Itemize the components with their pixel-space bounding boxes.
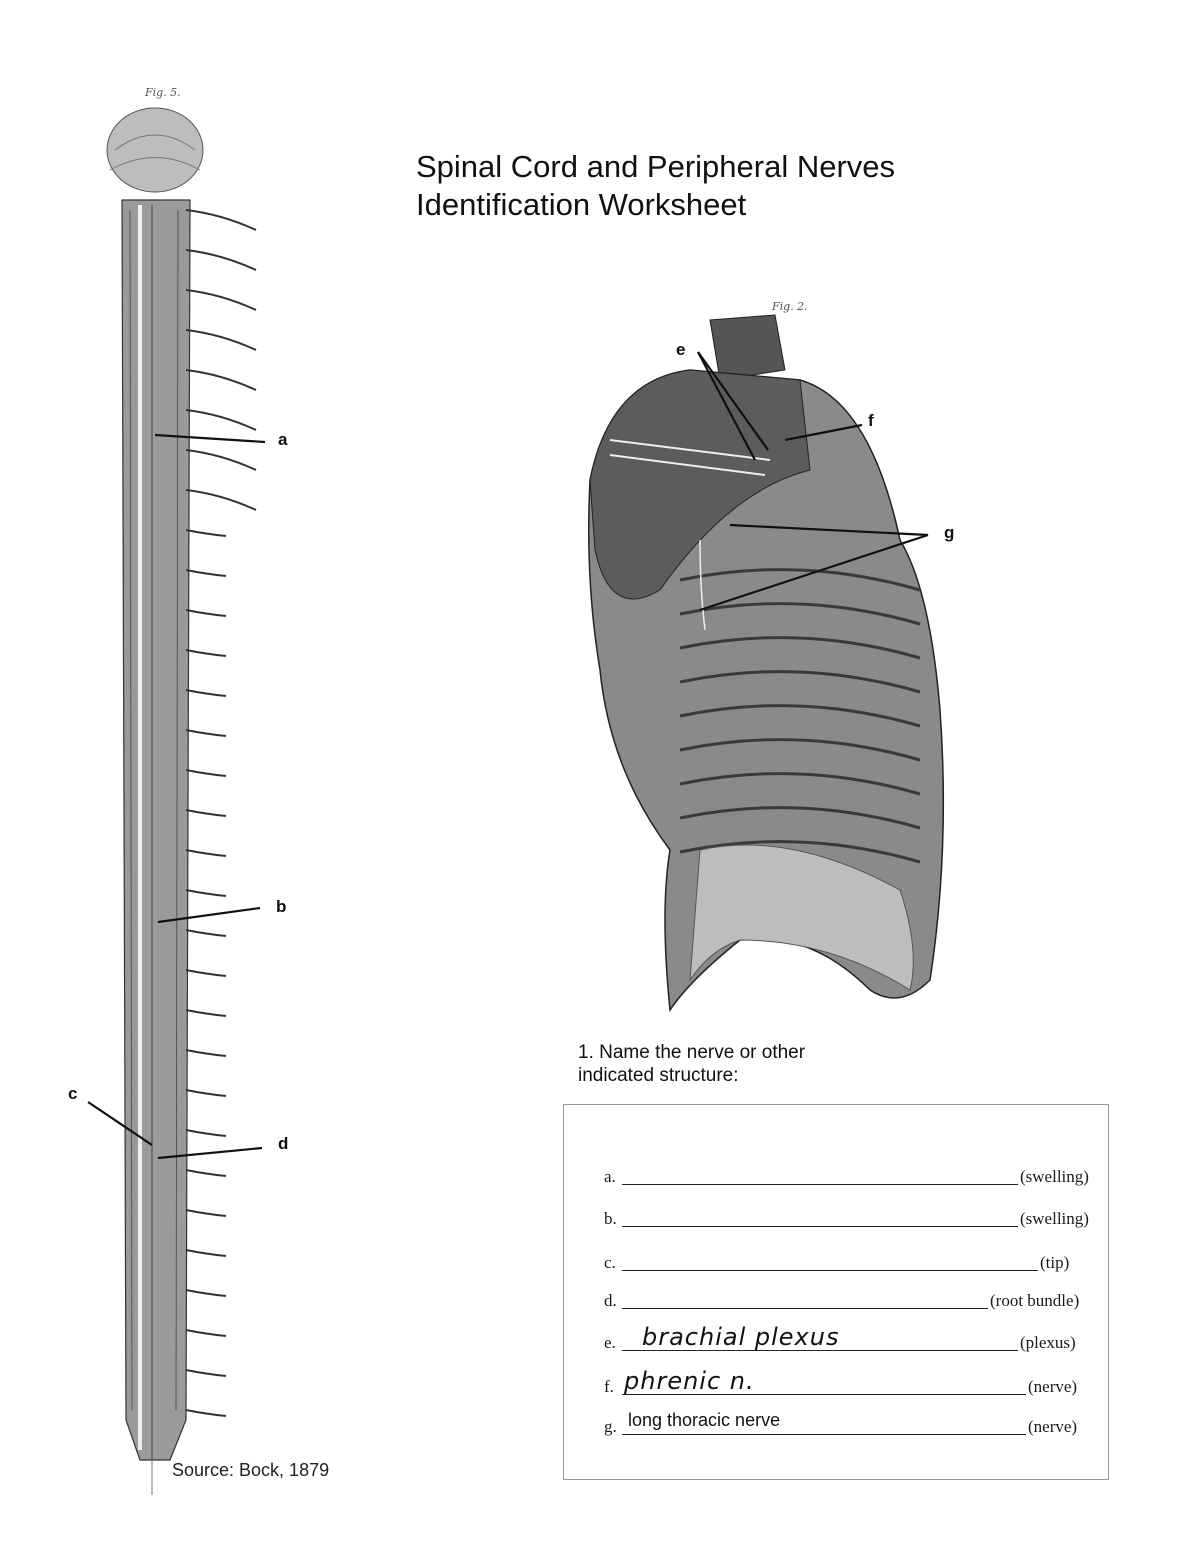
nerve-root [186,490,256,510]
answer-letter: b. [604,1209,617,1228]
nerve-root [186,810,226,816]
answer-blank-c[interactable] [622,1270,1038,1271]
answer-row-a [604,1161,1104,1191]
nerve-root [186,250,256,270]
answer-box [563,1104,1109,1480]
answer-hint-a: (swelling) [1020,1167,1089,1186]
answer-letter: g. [604,1417,617,1436]
nerve-root [186,730,226,736]
callout-d: d [278,1134,289,1153]
answer-row-b [604,1203,1104,1233]
answer-text-e: brachial plexus [642,1323,840,1351]
answer-text-f: phrenic n. [624,1367,755,1395]
nerve-root [186,650,226,656]
nerve-root [186,970,226,976]
answer-hint-e: (plexus) [1020,1333,1076,1352]
answer-letter: c. [604,1253,616,1272]
nerve-root [186,410,256,430]
answer-row-e [604,1323,1104,1357]
nerve-root [186,210,256,230]
callout-a: a [278,430,288,449]
source-citation: Source: Bock, 1879 [172,1460,330,1480]
nerve-root [186,1170,226,1176]
answer-row-d [604,1285,1104,1315]
nerve-root [186,690,226,696]
nerve-root [186,450,256,470]
spine-figure-caption: Fig. 5. [145,86,181,99]
nerve-root [186,770,226,776]
nerve-root [186,1010,226,1016]
answer-blank-d[interactable] [622,1308,988,1309]
answer-hint-g: (nerve) [1028,1417,1078,1436]
nerve-root [186,1330,226,1336]
spinal-cord-illustration [60,80,360,1500]
answer-blank-g[interactable] [622,1434,1026,1435]
page-title [416,148,895,224]
nerve-root [186,330,256,350]
answer-letter: e. [604,1333,616,1352]
question-prompt [578,1041,805,1087]
nerve-root [186,850,226,856]
torso-nerve-illustration [570,290,990,1030]
callout-g: g [944,523,955,542]
answer-blank-a[interactable] [622,1184,1018,1185]
nerve-root [186,930,226,936]
answer-hint-d: (root bundle) [990,1291,1080,1310]
callout-b: b [276,897,287,916]
answer-hint-f: (nerve) [1028,1377,1078,1396]
answer-letter: a. [604,1167,616,1186]
nerve-root [186,1290,226,1296]
answer-letter: f. [604,1377,614,1396]
nerve-root [186,1410,226,1416]
nerve-root [186,570,226,576]
nerve-root [186,370,256,390]
answer-blank-b[interactable] [622,1226,1018,1227]
answer-hint-b: (swelling) [1020,1209,1089,1228]
nerve-root [186,610,226,616]
answer-row-g [604,1411,1104,1441]
callout-c: c [68,1084,78,1103]
answer-hint-c: (tip) [1040,1253,1070,1272]
nerve-root [186,290,256,310]
nerve-root [186,1050,226,1056]
answer-text-g: long thoracic nerve [628,1410,781,1430]
nerve-root [186,1370,226,1376]
title-line-2: Identification Worksheet [416,187,747,222]
nerve-root [186,1210,226,1216]
nerve-root [186,890,226,896]
nerve-root [186,530,226,536]
answer-row-c [604,1247,1104,1277]
callout-e: e [676,340,686,359]
title-line-1: Spinal Cord and Peripheral Nerves [416,149,896,184]
nerve-root [186,1090,226,1096]
nerve-root [186,1130,226,1136]
question-line-1: 1. Name the nerve or other [578,1042,806,1063]
answer-letter: d. [604,1291,617,1310]
answer-row-f [604,1367,1104,1401]
question-line-2: indicated structure: [578,1065,739,1086]
callout-f: f [868,411,874,430]
nerve-root [186,1250,226,1256]
torso-figure-caption: Fig. 2. [772,300,808,313]
